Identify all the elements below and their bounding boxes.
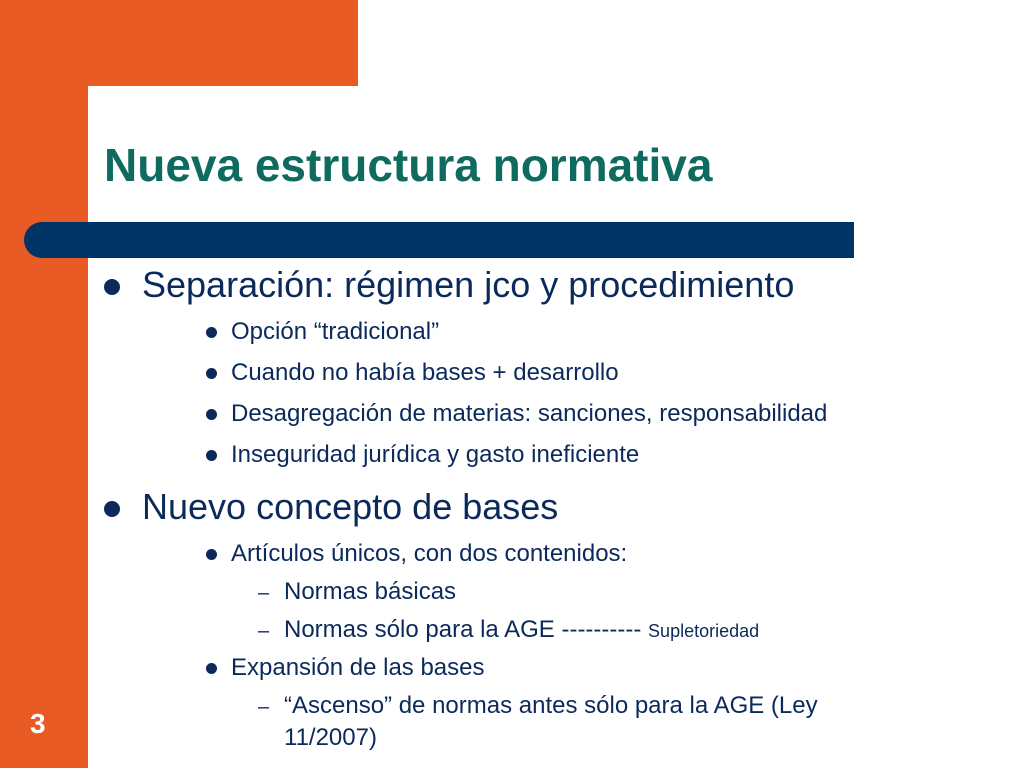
- supletoriedad-note: Supletoriedad: [648, 621, 760, 641]
- dash-icon: –: [258, 620, 270, 642]
- bullet-text: Opción “tradicional”: [231, 318, 440, 345]
- rounded-corner: [88, 86, 358, 146]
- bullet-level1: [104, 486, 558, 528]
- bullet-level1: [104, 264, 794, 306]
- bullet-dot-icon: [206, 409, 217, 420]
- bullet-level3: [258, 616, 759, 644]
- bullet-text: Normas básicas: [284, 578, 457, 605]
- page-number: 3: [30, 708, 46, 739]
- bullet-level2: [206, 400, 827, 428]
- dash-icon: –: [258, 696, 270, 718]
- bullet-dot-icon: [104, 279, 120, 295]
- bullet-text: Nuevo concepto de bases: [142, 486, 559, 527]
- bullet-level2: [206, 318, 439, 346]
- bullet-text: Normas sólo para la AGE ----------: [284, 616, 642, 643]
- bullet-level3-continuation: [284, 724, 377, 752]
- bullet-text: 11/2007): [284, 724, 377, 751]
- bullet-level2: [206, 654, 485, 682]
- title-divider: [24, 222, 854, 258]
- bullet-level3: [258, 692, 818, 720]
- slide-title: Nueva estructura normativa: [104, 139, 713, 191]
- bullet-text: Desagregación de materias: sanciones, responsabilidad: [231, 400, 828, 427]
- bullet-text: “Ascenso” de normas antes sólo para la AGE (Ley: [284, 692, 818, 719]
- bullet-level2: [206, 540, 627, 568]
- bullet-level2: [206, 359, 619, 387]
- bullet-level3: [258, 578, 456, 606]
- bullet-text: Cuando no había bases + desarrollo: [231, 359, 619, 386]
- bullet-dot-icon: [206, 663, 217, 674]
- bullet-text: Separación: régimen jco y procedimiento: [142, 264, 795, 305]
- bullet-dot-icon: [206, 368, 217, 379]
- bullet-level2: [206, 441, 639, 469]
- dash-icon: –: [258, 582, 270, 604]
- bullet-dot-icon: [206, 450, 217, 461]
- top-accent-block: [0, 0, 358, 86]
- bullet-text: Expansión de las bases: [231, 654, 485, 681]
- bullet-dot-icon: [206, 549, 217, 560]
- left-accent-bar: [0, 0, 88, 768]
- bullet-dot-icon: [206, 327, 217, 338]
- bullet-text: Inseguridad jurídica y gasto ineficiente: [231, 441, 640, 468]
- bullet-dot-icon: [104, 501, 120, 517]
- bullet-text: Artículos únicos, con dos contenidos:: [231, 540, 628, 567]
